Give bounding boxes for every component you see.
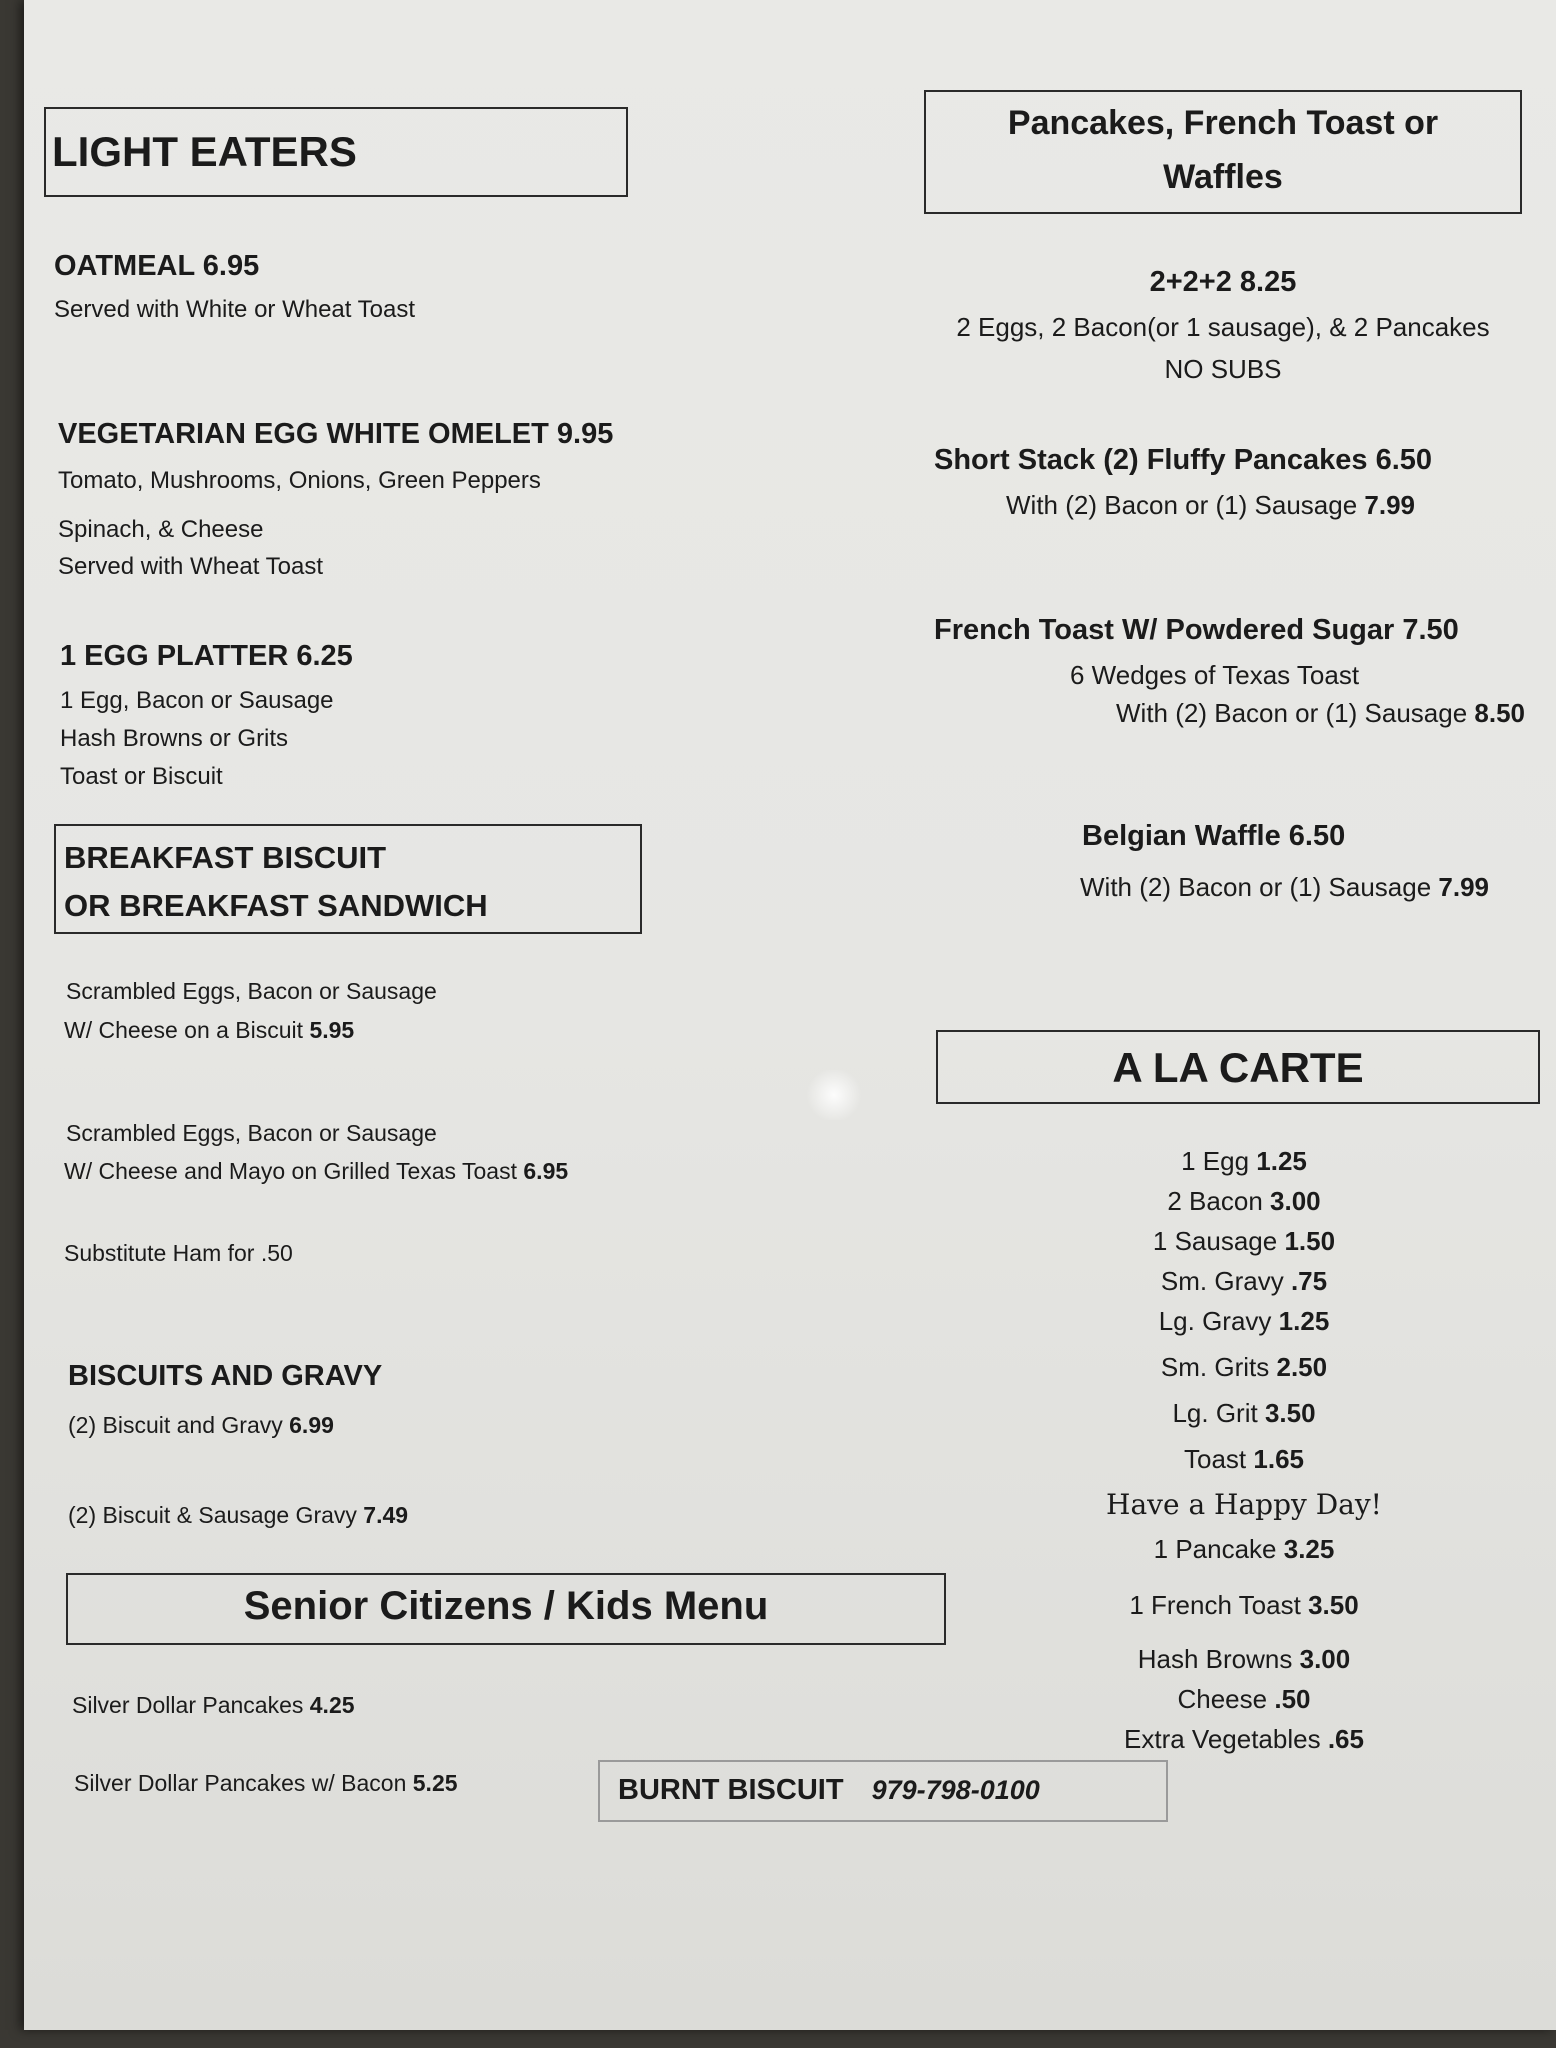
carte-item-3: 1 Sausage 1.50 <box>1152 1226 1336 1256</box>
senior-item2: Silver Dollar Pancakes w/ Bacon 5.25 <box>74 1770 458 1796</box>
omelet-title: VEGETARIAN EGG WHITE OMELET 9.95 <box>58 418 614 450</box>
biscuit-item1-price: 5.95 <box>309 1017 355 1043</box>
carte-item-6: Sm. Grits 2.50 <box>1160 1352 1328 1382</box>
carte-item-2: 2 Bacon 3.00 <box>1167 1186 1321 1216</box>
carte-item-14: Extra Vegetables .65 <box>1124 1724 1364 1754</box>
biscuits-gravy-item2-price: 7.49 <box>363 1502 409 1528</box>
light-eaters-heading: LIGHT EATERS <box>52 128 357 175</box>
biscuit-item1-line1: Scrambled Eggs, Bacon or Sausage <box>66 978 437 1004</box>
biscuits-gravy-item1-price: 6.99 <box>289 1412 334 1438</box>
combo-note: NO SUBS <box>1164 354 1282 384</box>
senior-item2-price: 5.25 <box>412 1770 458 1796</box>
egg-platter-desc-2: Hash Browns or Grits <box>60 725 289 752</box>
biscuits-gravy-heading: BISCUITS AND GRAVY <box>68 1360 383 1392</box>
short-stack-add: With (2) Bacon or (1) Sausage 7.99 <box>1006 490 1415 520</box>
french-toast-desc: 6 Wedges of Texas Toast <box>1070 660 1360 690</box>
waffle-title: Belgian Waffle 6.50 <box>1082 820 1346 852</box>
egg-platter-title: 1 EGG PLATTER 6.25 <box>60 640 353 672</box>
biscuit-item2-line1: Scrambled Eggs, Bacon or Sausage <box>66 1120 437 1146</box>
biscuit-item2-line2: W/ Cheese and Mayo on Grilled Texas Toast 6.95 <box>64 1158 569 1184</box>
carte-item-11: 1 French Toast 3.50 <box>1129 1590 1359 1620</box>
a-la-carte-heading: A LA CARTE <box>1112 1044 1364 1091</box>
short-stack-title: Short Stack (2) Fluffy Pancakes 6.50 <box>934 444 1433 476</box>
french-toast-title: French Toast W/ Powdered Sugar 7.50 <box>934 614 1459 646</box>
carte-item-12: Hash Browns 3.00 <box>1137 1644 1351 1674</box>
restaurant-name: BURNT BISCUIT <box>618 1774 844 1806</box>
pancakes-heading-1: Pancakes, French Toast or <box>1007 104 1439 142</box>
combo-desc: 2 Eggs, 2 Bacon(or 1 sausage), & 2 Pancakes <box>956 312 1490 342</box>
oatmeal-desc: Served with White or Wheat Toast <box>54 296 416 323</box>
happy-day-message: Have a Happy Day! <box>1106 1488 1382 1521</box>
biscuit-item2-price: 6.95 <box>523 1158 569 1184</box>
senior-kids-heading: Senior Citizens / Kids Menu <box>243 1584 769 1628</box>
carte-item-1: 1 Egg 1.25 <box>1181 1146 1307 1176</box>
carte-item-10: 1 Pancake 3.25 <box>1153 1534 1335 1564</box>
carte-item-4: Sm. Gravy .75 <box>1160 1266 1328 1296</box>
menu-page <box>24 0 1556 2030</box>
carte-item-13: Cheese .50 <box>1177 1684 1311 1714</box>
combo-title: 2+2+2 8.25 <box>1149 266 1297 298</box>
footer-text <box>618 1774 1040 1807</box>
carte-item-7: Lg. Grit 3.50 <box>1172 1398 1316 1428</box>
light-glare <box>804 1070 864 1120</box>
biscuit-item1-line2: W/ Cheese on a Biscuit 5.95 <box>64 1017 355 1043</box>
carte-item-5: Lg. Gravy 1.25 <box>1158 1306 1330 1336</box>
french-toast-add: With (2) Bacon or (1) Sausage 8.50 <box>1116 698 1525 728</box>
waffle-add-price: 7.99 <box>1438 872 1489 902</box>
waffle-add: With (2) Bacon or (1) Sausage 7.99 <box>1080 872 1489 902</box>
pancakes-heading-2: Waffles <box>1163 158 1283 196</box>
senior-item1: Silver Dollar Pancakes 4.25 <box>72 1692 355 1718</box>
breakfast-biscuit-heading-2: OR BREAKFAST SANDWICH <box>64 888 488 923</box>
egg-platter-desc-3: Toast or Biscuit <box>60 763 223 790</box>
oatmeal-title: OATMEAL 6.95 <box>54 250 260 282</box>
carte-item-8: Toast 1.65 <box>1184 1444 1304 1474</box>
french-toast-add-price: 8.50 <box>1474 698 1525 728</box>
omelet-desc-1: Tomato, Mushrooms, Onions, Green Peppers <box>58 467 541 494</box>
breakfast-biscuit-heading-1: BREAKFAST BISCUIT <box>64 840 387 875</box>
omelet-desc-2: Spinach, & Cheese <box>58 516 264 543</box>
egg-platter-desc-1: 1 Egg, Bacon or Sausage <box>60 687 334 714</box>
substitute-ham-note: Substitute Ham for .50 <box>64 1240 293 1266</box>
biscuits-gravy-item1: (2) Biscuit and Gravy 6.99 <box>68 1412 334 1438</box>
omelet-desc-3: Served with Wheat Toast <box>58 553 324 580</box>
short-stack-add-price: 7.99 <box>1364 490 1415 520</box>
biscuits-gravy-item2: (2) Biscuit & Sausage Gravy 7.49 <box>68 1502 409 1528</box>
restaurant-phone: 979-798-0100 <box>871 1775 1040 1805</box>
senior-item1-price: 4.25 <box>309 1692 355 1718</box>
